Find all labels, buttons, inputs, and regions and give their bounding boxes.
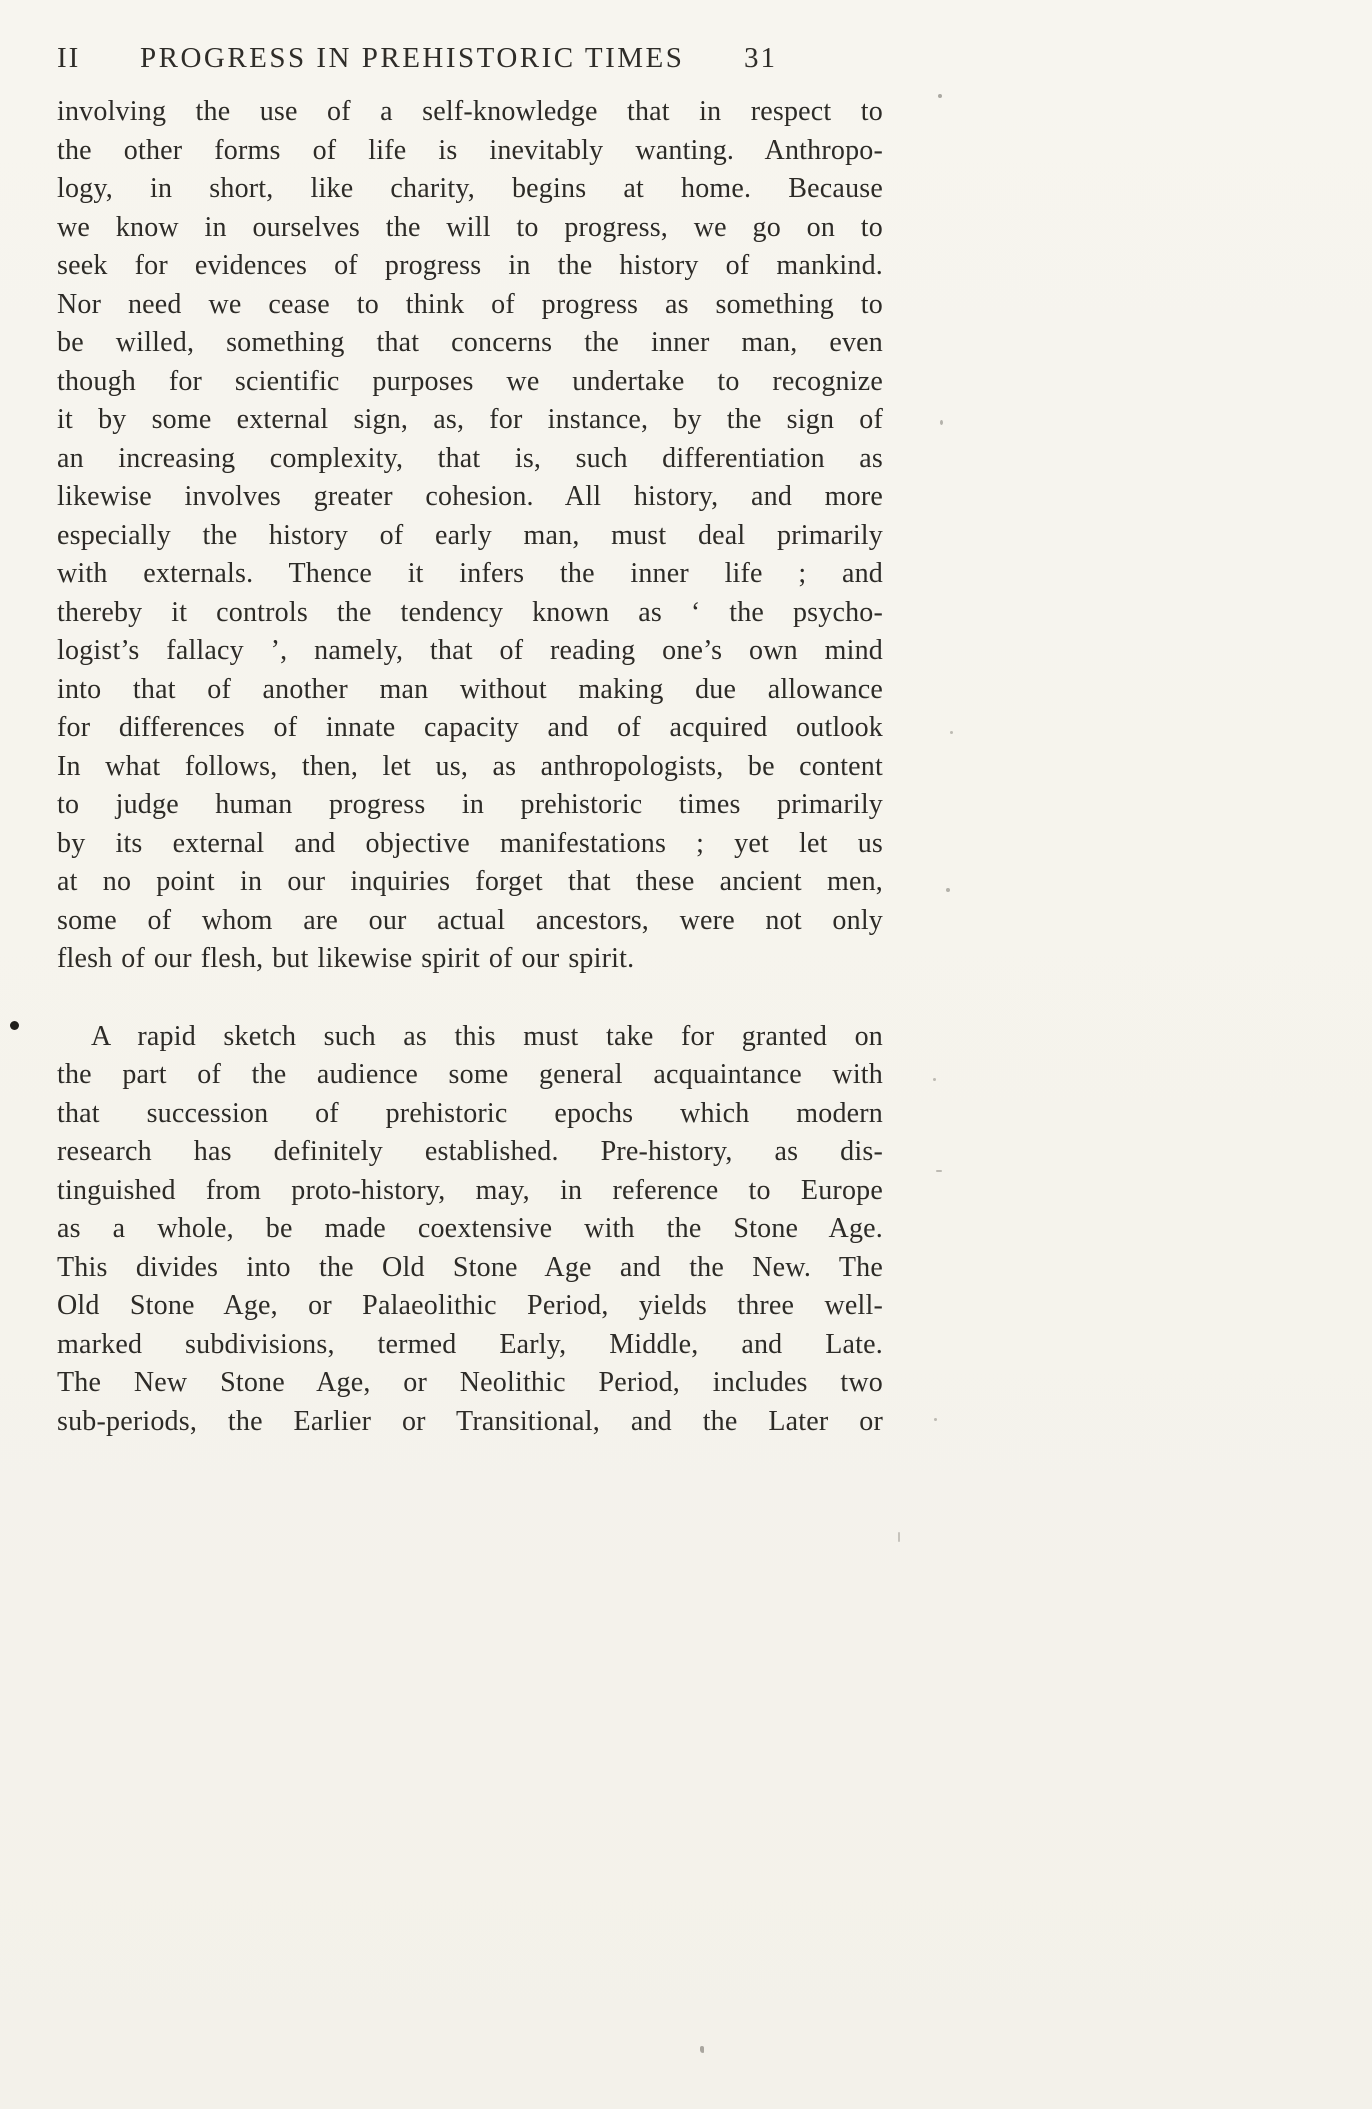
text-line: Old Stone Age, or Palaeolithic Period, yields three well- — [57, 1290, 883, 1321]
scan-speck — [940, 420, 943, 425]
text-line: it by some external sign, as, for instance, by the sign of — [57, 404, 883, 435]
text-line: to judge human progress in prehistoric times primarily — [57, 789, 883, 820]
text-line: The New Stone Age, or Neolithic Period, includes two — [57, 1367, 883, 1398]
text-line: flesh of our flesh, but likewise spirit of our spirit. — [57, 943, 635, 974]
text-line: an increasing complexity, that is, such differentiation as — [57, 442, 883, 474]
text-line: for differences of innate capacity and of acquired outlook — [57, 712, 883, 743]
margin-ink-dot — [10, 1021, 19, 1030]
scan-speck — [898, 1532, 900, 1542]
paragraph-1 — [57, 93, 883, 979]
text-line: research has definitely established. Pre-history, as dis- — [57, 1136, 883, 1167]
scan-speck — [934, 1418, 937, 1421]
text-line: be willed, something that concerns the inner man, even — [57, 327, 883, 358]
text-line: marked subdivisions, termed Early, Middle, and Late. — [57, 1328, 883, 1360]
text-line: In what follows, then, let us, as anthropologists, be content — [57, 750, 883, 782]
text-line: seek for evidences of progress in the history of mankind. — [57, 250, 883, 281]
book-page-text-block — [57, 42, 883, 1441]
text-line: likewise involves greater cohesion. All history, and more — [57, 481, 883, 512]
text-line: into that of another man without making due allowance — [57, 673, 883, 705]
text-line: thereby it controls the tendency known as ‘ the psycho- — [57, 596, 883, 628]
scan-speck — [938, 94, 942, 98]
text-line: though for scientific purposes we undertake to recognize — [57, 365, 883, 397]
text-line: at no point in our inquiries forget that these ancient men, — [57, 866, 883, 897]
chapter-numeral: II — [57, 42, 81, 74]
text-line: logist’s fallacy ’, namely, that of reading one’s own mind — [57, 635, 883, 666]
scan-speck — [700, 2046, 704, 2053]
page-number: 31 — [744, 42, 777, 74]
text-line: sub-periods, the Earlier or Transitional, and the Later or — [57, 1405, 883, 1437]
text-line: that succession of prehistoric epochs which modern — [57, 1097, 883, 1129]
text-line: as a whole, be made coextensive with the Stone Age. — [57, 1213, 883, 1244]
paragraph-2 — [57, 1018, 883, 1442]
scan-speck — [936, 1170, 942, 1172]
text-line: Nor need we cease to think of progress as something to — [57, 288, 883, 320]
text-line: involving the use of a self-knowledge that in respect to — [57, 96, 883, 127]
page-header — [57, 42, 883, 75]
text-line: tinguished from proto-history, may, in reference to Europe — [57, 1174, 883, 1206]
text-line: we know in ourselves the will to progress, we go on to — [57, 211, 883, 243]
text-line: logy, in short, like charity, begins at home. Because — [57, 173, 883, 204]
text-line: by its external and objective manifestations ; yet let us — [57, 827, 883, 859]
text-line: the part of the audience some general acquaintance with — [57, 1059, 883, 1090]
text-line: with externals. Thence it infers the inner life ; and — [57, 558, 883, 589]
scan-speck — [946, 888, 950, 892]
text-line: This divides into the Old Stone Age and the New. The — [57, 1251, 883, 1283]
text-line: some of whom are our actual ancestors, were not only — [57, 904, 883, 936]
text-line: the other forms of life is inevitably wanting. Anthropo- — [57, 134, 883, 166]
scan-speck — [933, 1078, 936, 1081]
running-title: PROGRESS IN PREHISTORIC TIMES — [139, 42, 685, 74]
text-line: A rapid sketch such as this must take for granted on — [91, 1020, 883, 1052]
text-line: especially the history of early man, must deal primarily — [57, 519, 883, 551]
scan-speck — [950, 731, 953, 734]
